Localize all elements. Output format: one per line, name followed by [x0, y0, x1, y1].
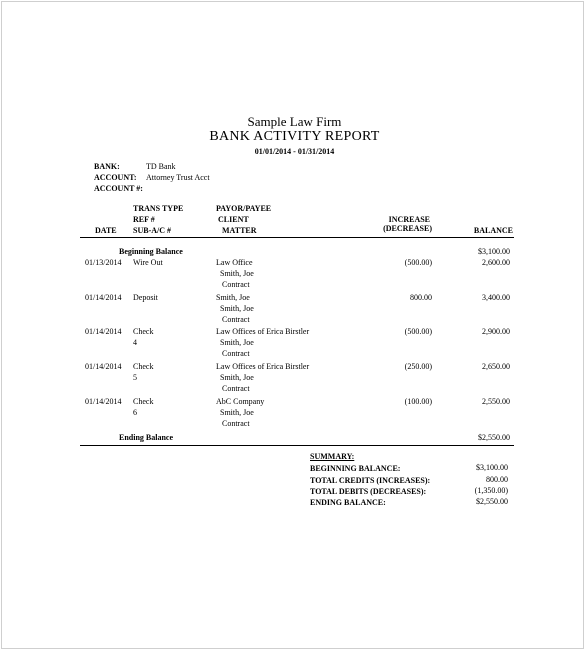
- row-5-amount: (100.00): [404, 397, 432, 406]
- summary-title: SUMMARY:: [310, 452, 355, 461]
- row-3-matter: Contract: [222, 349, 250, 358]
- row-1-matter: Contract: [222, 280, 250, 289]
- col-subac: SUB-A/C #: [133, 226, 172, 235]
- col-balance: BALANCE: [473, 226, 513, 235]
- col-payor-payee: PAYOR/PAYEE: [216, 204, 272, 213]
- row-3-payee: Law Offices of Erica Birstler: [216, 327, 310, 336]
- row-1-date: 01/13/2014: [85, 258, 122, 267]
- col-ref: REF #: [133, 215, 155, 224]
- row-2-type: Deposit: [133, 293, 158, 302]
- row-4-client: Smith, Joe: [220, 373, 254, 382]
- row-3-balance: 2,900.00: [482, 327, 510, 336]
- ending-balance-label: Ending Balance: [119, 433, 174, 442]
- bank-value: TD Bank: [146, 162, 176, 171]
- row-2-balance: 3,400.00: [482, 293, 510, 302]
- summary-credits-label: TOTAL CREDITS (INCREASES):: [310, 476, 431, 485]
- row-2-client: Smith, Joe: [220, 304, 254, 313]
- summary-ending-value: $2,550.00: [476, 497, 508, 506]
- row-1-balance: 2,600.00: [482, 258, 510, 267]
- row-3-date: 01/14/2014: [85, 327, 122, 336]
- row-4-type: Check: [133, 362, 154, 371]
- col-matter: MATTER: [222, 226, 257, 235]
- row-5-balance: 2,550.00: [482, 397, 510, 406]
- row-2-payee: Smith, Joe: [216, 293, 250, 302]
- row-1-client: Smith, Joe: [220, 269, 254, 278]
- date-range: 01/01/2014 - 01/31/2014: [254, 147, 335, 156]
- row-5-date: 01/14/2014: [85, 397, 122, 406]
- col-decrease: (DECREASE): [383, 224, 432, 233]
- col-client: CLIENT: [218, 215, 249, 224]
- row-2-amount: 800.00: [410, 293, 432, 302]
- row-3-amount: (500.00): [404, 327, 432, 336]
- account-label: ACCOUNT:: [94, 173, 137, 182]
- summary-debits-value: (1,350.00): [474, 486, 508, 495]
- summary-credits-value: 800.00: [486, 475, 508, 484]
- col-date: DATE: [95, 226, 117, 235]
- row-4-matter: Contract: [222, 384, 250, 393]
- row-1-amount: (500.00): [404, 258, 432, 267]
- row-5-client: Smith, Joe: [220, 408, 254, 417]
- row-4-ref: 5: [133, 373, 137, 382]
- bank-label: BANK:: [94, 162, 120, 171]
- header-rule: [80, 237, 514, 238]
- row-4-balance: 2,650.00: [482, 362, 510, 371]
- firm-name: Sample Law Firm: [247, 114, 342, 129]
- summary-ending-label: ENDING BALANCE:: [310, 498, 386, 507]
- row-3-client: Smith, Joe: [220, 338, 254, 347]
- beginning-balance-value: $3,100.00: [478, 247, 510, 256]
- report-title: BANK ACTIVITY REPORT: [209, 129, 380, 144]
- row-5-payee: AbC Company: [216, 397, 265, 406]
- ending-balance-value: $2,550.00: [478, 433, 510, 442]
- row-1-type: Wire Out: [133, 258, 163, 267]
- summary-beginning-value: $3,100.00: [476, 463, 508, 472]
- row-5-ref: 6: [133, 408, 137, 417]
- row-1-payee: Law Office: [216, 258, 253, 267]
- row-2-matter: Contract: [222, 315, 250, 324]
- row-3-ref: 4: [133, 338, 137, 347]
- summary-debits-label: TOTAL DEBITS (DECREASES):: [310, 487, 427, 496]
- row-4-date: 01/14/2014: [85, 362, 122, 371]
- beginning-balance-label: Beginning Balance: [119, 247, 183, 256]
- report-page: [1, 1, 584, 649]
- row-4-amount: (250.00): [404, 362, 432, 371]
- account-number-label: ACCOUNT #:: [94, 184, 143, 193]
- row-3-type: Check: [133, 327, 154, 336]
- col-trans-type: TRANS TYPE: [133, 204, 184, 213]
- col-increase: INCREASE: [388, 215, 430, 224]
- row-4-payee: Law Offices of Erica Birstler: [216, 362, 310, 371]
- row-5-type: Check: [133, 397, 154, 406]
- row-2-date: 01/14/2014: [85, 293, 122, 302]
- footer-rule: [80, 445, 514, 446]
- summary-beginning-label: BEGINNING BALANCE:: [310, 464, 401, 473]
- row-5-matter: Contract: [222, 419, 250, 428]
- account-value: Attorney Trust Acct: [146, 173, 210, 182]
